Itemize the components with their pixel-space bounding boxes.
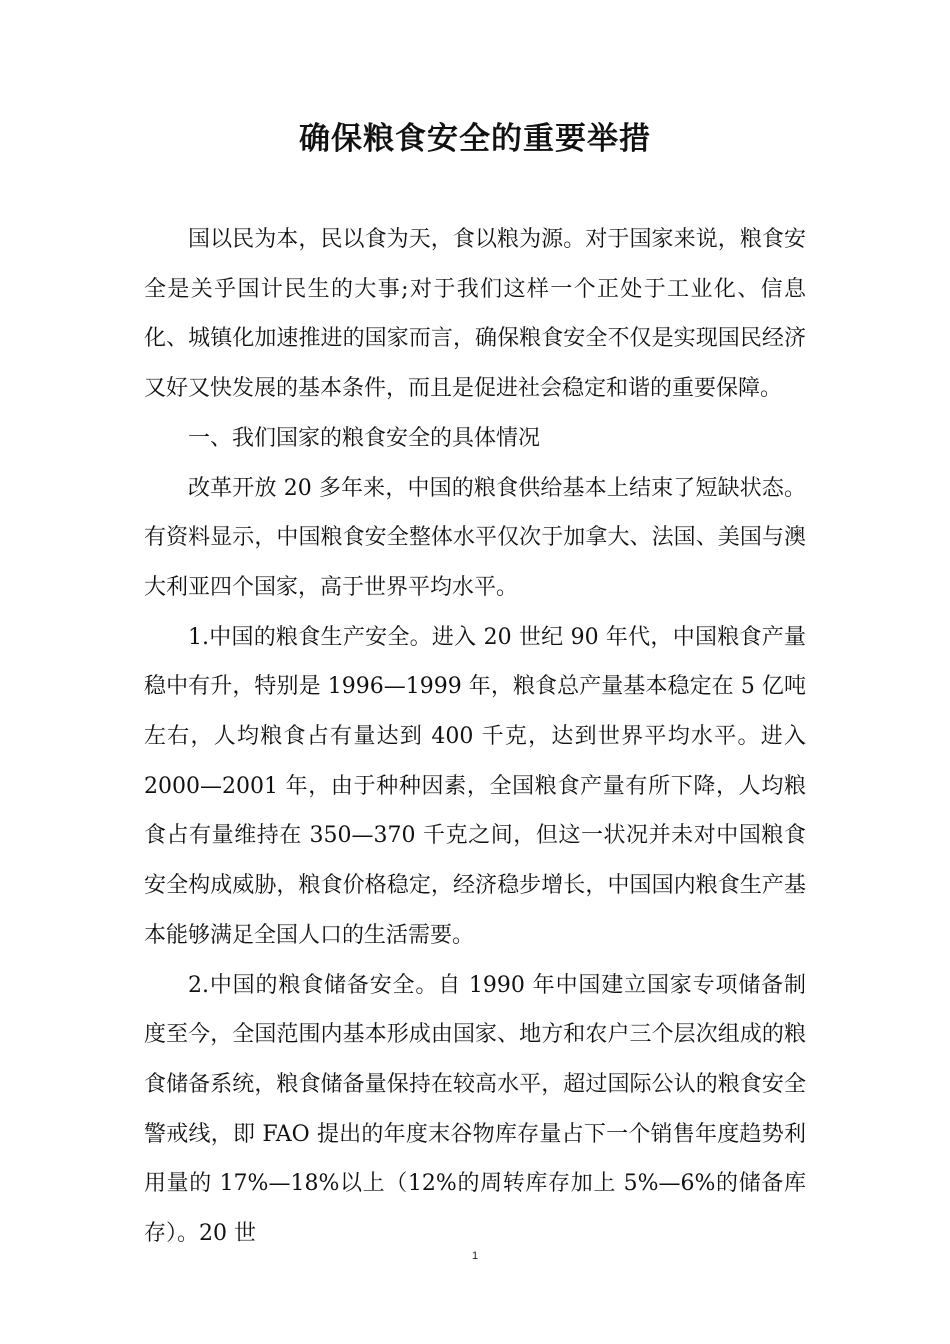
document-title: 确保粮食安全的重要举措 (299, 120, 651, 157)
paragraph-reserve-safety: 2.中国的粮食储备安全。自 1990 年中国建立国家专项储备制度至今，全国范围内基本形成由国家、地方和农户三个层次组成的粮食储备系统，粮食储备量保持在较高水平，超过国际公认的粮食安全警戒线，即 FAO 提出的年度末谷物库存量占下一个销售年度趋势利用量的 17%—18%以上（12%的周转库存加上 5%—6%的储备库存）。20 世 (144, 972, 806, 1247)
paragraph-production-safety: 1.中国的粮食生产安全。进入 20 世纪 90 年代，中国粮食产量稳中有升，特别是 1996—1999 年，粮食总产量基本稳定在 5 亿吨左右，人均粮食占有量达到 400 千克，达到世界平均水平。进入 2000—2001 年，由于种种因素，全国粮食产量有所下降，人均粮食占有量维持在 350—370 千克之间，但这一状况并未对中国粮食安全构成威胁，粮食价格稳定，经济稳步增长，中国国内粮食生产基本能够满足全国人口的生活需要。 (144, 624, 806, 948)
page-number: 1 (471, 1250, 479, 1262)
paragraph-intro: 国以民为本，民以食为天，食以粮为源。对于国家来说，粮食安全是关乎国计民生的大事;对于我们这样一个正处于工业化、信息化、城镇化加速推进的国家而言，确保粮食安全不仅是实现国民经济又好又快发展的基本条件，而且是促进社会稳定和谐的重要保障。 (144, 227, 806, 402)
document-body (144, 215, 806, 1259)
section-heading: 一、我们国家的粮食安全的具体情况 (188, 425, 541, 451)
paragraph-overview: 改革开放 20 多年来，中国的粮食供给基本上结束了短缺状态。有资料显示，中国粮食安全整体水平仅次于加拿大、法国、美国与澳大利亚四个国家，高于世界平均水平。 (144, 475, 806, 600)
